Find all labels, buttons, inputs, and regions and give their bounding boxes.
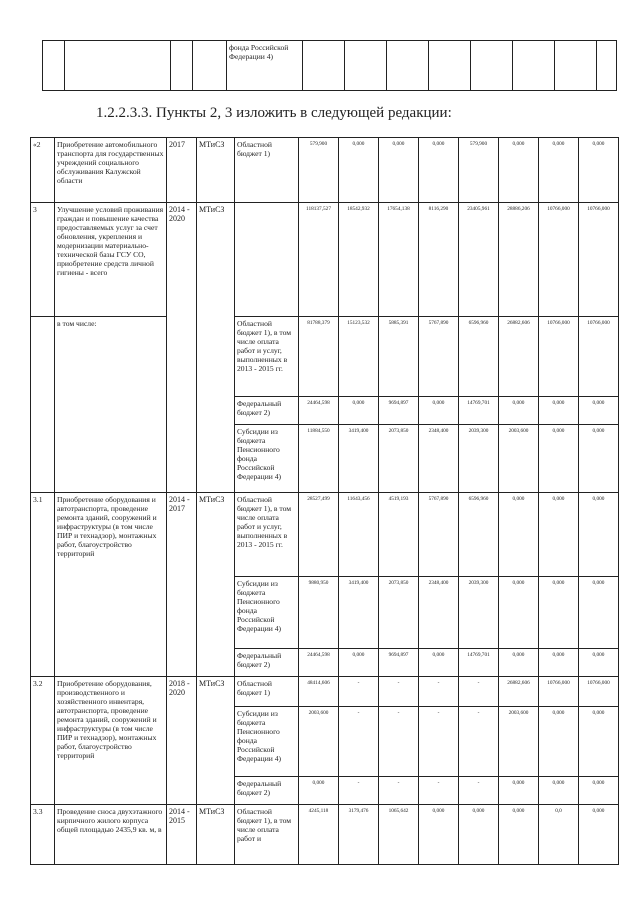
item-executor: МТиСЗ: [197, 203, 235, 493]
value-cell: 2039,300: [459, 425, 499, 493]
funding-source-cell: Областной бюджет 1): [235, 138, 299, 203]
value-cell: 8116,290: [419, 203, 459, 317]
funding-source-cell: Субсидии из бюджета Пенсионного фонда Российской Федерации 4): [235, 707, 299, 777]
value-cell: 28527,499: [299, 493, 339, 577]
funding-source-cell: Федеральный бюджет 2): [235, 397, 299, 425]
value-cell: 0,000: [579, 425, 619, 493]
funding-source-cell: Федеральный бюджет 2): [235, 777, 299, 805]
funding-source-cell: [235, 203, 299, 317]
item-number: «2: [31, 138, 55, 203]
value-cell: 0,000: [539, 577, 579, 649]
funding-source-cell: Областной бюджет 1), в том числе оплата работ и: [235, 805, 299, 865]
item-name: Приобретение оборудования, производственного и хозяйственного инвентаря, автотранспорта, проведение ремонта зданий, сооружений и инфраструктуры (в том числе ПИР и технадзор), монтажных работ, благоустройство территорий: [55, 677, 167, 805]
value-cell: 10766,000: [539, 677, 579, 707]
value-cell: 3179,476: [339, 805, 379, 865]
value-cell: 5767,890: [419, 493, 459, 577]
value-cell: -: [379, 777, 419, 805]
value-cell: -: [419, 777, 459, 805]
item-name: Проведение сноса двухэтажного кирпичного жилого корпуса общей площадью 2435,9 кв. м, в: [55, 805, 167, 865]
value-cell: 28886,206: [499, 203, 539, 317]
value-cell: 0,000: [579, 777, 619, 805]
value-cell: 0,000: [579, 649, 619, 677]
value-cell: -: [339, 677, 379, 707]
funding-source-cell: Областной бюджет 1): [235, 677, 299, 707]
value-cell: 5767,890: [419, 317, 459, 397]
value-cell: -: [419, 707, 459, 777]
value-cell: -: [339, 777, 379, 805]
value-cell: 0,000: [579, 577, 619, 649]
value-cell: 579,900: [459, 138, 499, 203]
value-cell: 2073,850: [379, 577, 419, 649]
value-cell: -: [459, 707, 499, 777]
section-heading: 1.2.2.3.3. Пункты 2, 3 изложить в следующей редакции:: [96, 105, 452, 121]
value-cell: 2003,600: [499, 707, 539, 777]
value-cell: 0,000: [499, 649, 539, 677]
value-cell: 6596,960: [459, 493, 499, 577]
value-cell: 0,000: [419, 138, 459, 203]
value-cell: 0,0: [539, 805, 579, 865]
value-cell: 0,000: [339, 397, 379, 425]
value-cell: 2348,400: [419, 577, 459, 649]
value-cell: -: [419, 677, 459, 707]
value-cell: 0,000: [579, 397, 619, 425]
value-cell: 48414,606: [299, 677, 339, 707]
value-cell: 11643,456: [339, 493, 379, 577]
program-table: [30, 137, 619, 865]
value-cell: 10766,000: [579, 317, 619, 397]
value-cell: 0,000: [419, 649, 459, 677]
item-years: 2014 - 2017: [167, 493, 197, 677]
value-cell: 0,000: [339, 649, 379, 677]
item-name: Приобретение автомобильного транспорта для государственных учреждений социального обслуживания Калужской области: [55, 138, 167, 203]
item-years: 2017: [167, 138, 197, 203]
item-executor: МТиСЗ: [197, 805, 235, 865]
value-cell: 17654,138: [379, 203, 419, 317]
value-cell: 10766,000: [539, 203, 579, 317]
value-cell: 0,000: [539, 649, 579, 677]
value-cell: -: [459, 677, 499, 707]
value-cell: 24464,598: [299, 649, 339, 677]
value-cell: 5885,391: [379, 317, 419, 397]
table-row: [31, 203, 619, 317]
value-cell: 0,000: [419, 397, 459, 425]
value-cell: 11884,550: [299, 425, 339, 493]
funding-source-cell: Федеральный бюджет 2): [235, 649, 299, 677]
value-cell: 14769,701: [459, 397, 499, 425]
funding-source-cell: Субсидии из бюджета Пенсионного фонда Российской Федерации 4): [235, 577, 299, 649]
value-cell: 14769,701: [459, 649, 499, 677]
value-cell: 0,000: [499, 777, 539, 805]
value-cell: 0,000: [459, 805, 499, 865]
value-cell: 0,000: [299, 777, 339, 805]
value-cell: 0,000: [539, 138, 579, 203]
value-cell: 1065,642: [379, 805, 419, 865]
value-cell: 18542,932: [339, 203, 379, 317]
item-name: в том числе:: [55, 317, 167, 493]
value-cell: 26882,606: [499, 317, 539, 397]
value-cell: 0,000: [499, 397, 539, 425]
item-executor: МТиСЗ: [197, 493, 235, 677]
value-cell: 0,000: [339, 138, 379, 203]
value-cell: 118137,527: [299, 203, 339, 317]
value-cell: 0,000: [499, 577, 539, 649]
item-number: 3.1: [31, 493, 55, 677]
value-cell: -: [379, 677, 419, 707]
value-cell: 0,000: [579, 707, 619, 777]
item-name: Приобретение оборудования и автотранспорта, проведение ремонта зданий, сооружений и инфраструктуры (в том числе ПИР и технадзор), монтажных работ, благоустройство территорий: [55, 493, 167, 677]
item-number: 3.2: [31, 677, 55, 805]
item-executor: МТиСЗ: [197, 677, 235, 805]
value-cell: 0,000: [419, 805, 459, 865]
funding-source-cell: Областной бюджет 1), в том числе оплата работ и услуг, выполненных в 2013 - 2015 гг.: [235, 317, 299, 397]
value-cell: 10766,000: [539, 317, 579, 397]
item-years: 2014 - 2015: [167, 805, 197, 865]
value-cell: 3419,400: [339, 425, 379, 493]
value-cell: 0,000: [379, 138, 419, 203]
value-cell: 2348,400: [419, 425, 459, 493]
table-row: [31, 493, 619, 577]
value-cell: 10766,000: [579, 677, 619, 707]
value-cell: 2003,600: [499, 425, 539, 493]
value-cell: -: [339, 707, 379, 777]
value-cell: 0,000: [539, 397, 579, 425]
value-cell: -: [379, 707, 419, 777]
value-cell: 26882,606: [499, 677, 539, 707]
value-cell: 0,000: [499, 493, 539, 577]
item-number: 3: [31, 203, 55, 317]
value-cell: 15123,532: [339, 317, 379, 397]
value-cell: 2073,850: [379, 425, 419, 493]
previous-table-fragment: [42, 40, 617, 91]
value-cell: 10766,000: [579, 203, 619, 317]
value-cell: 0,000: [579, 138, 619, 203]
value-cell: 0,000: [539, 425, 579, 493]
value-cell: 9880,950: [299, 577, 339, 649]
value-cell: 2003,600: [299, 707, 339, 777]
value-cell: 4245,118: [299, 805, 339, 865]
funding-source-cell: фонда Российской Федерации 4): [227, 41, 303, 91]
value-cell: 0,000: [579, 493, 619, 577]
value-cell: 0,000: [499, 138, 539, 203]
value-cell: 9694,897: [379, 397, 419, 425]
value-cell: 0,000: [539, 777, 579, 805]
value-cell: 6596,960: [459, 317, 499, 397]
value-cell: 81788,379: [299, 317, 339, 397]
funding-source-cell: Субсидии из бюджета Пенсионного фонда Российской Федерации 4): [235, 425, 299, 493]
value-cell: 3419,400: [339, 577, 379, 649]
table-row: [31, 677, 619, 707]
value-cell: 23405,961: [459, 203, 499, 317]
table-row: [31, 317, 619, 397]
item-years: 2018 - 2020: [167, 677, 197, 805]
value-cell: 24464,598: [299, 397, 339, 425]
table-row: [31, 138, 619, 203]
value-cell: 579,900: [299, 138, 339, 203]
value-cell: 0,000: [539, 493, 579, 577]
value-cell: 9694,897: [379, 649, 419, 677]
value-cell: 4519,193: [379, 493, 419, 577]
item-number: 3.3: [31, 805, 55, 865]
value-cell: 0,000: [539, 707, 579, 777]
value-cell: 2039,300: [459, 577, 499, 649]
value-cell: -: [459, 777, 499, 805]
value-cell: 0,000: [499, 805, 539, 865]
funding-source-cell: Областной бюджет 1), в том числе оплата работ и услуг, выполненных в 2013 - 2015 гг.: [235, 493, 299, 577]
item-executor: МТиСЗ: [197, 138, 235, 203]
item-years: 2014 - 2020: [167, 203, 197, 493]
table-row: [31, 805, 619, 865]
table-row: [43, 41, 617, 91]
item-name: Улучшение условий проживания граждан и повышение качества предоставляемых услуг за счет обновления, укрепления и модернизации материально-технической базы ГСУ СО, приобретение средств личной гигиены - всего: [55, 203, 167, 317]
value-cell: 0,000: [579, 805, 619, 865]
